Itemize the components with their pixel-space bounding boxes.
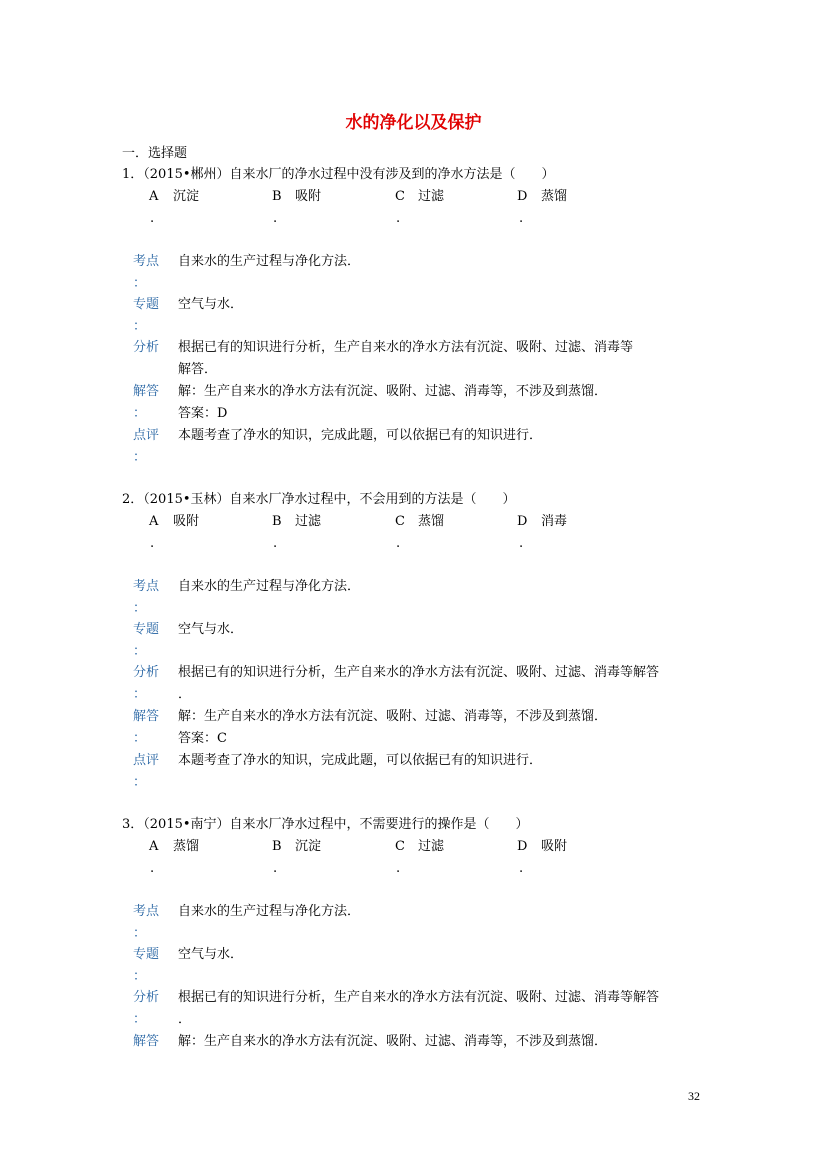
q1-dianping-label: 点评 <box>133 428 160 443</box>
q3-option-d-text: 吸附 <box>541 839 568 854</box>
q1-option-a-dot: . <box>150 211 155 226</box>
q2-jieda-line2: 答案：C <box>178 731 227 746</box>
q3-option-a-dot: . <box>150 861 155 876</box>
page-title: 水的净化以及保护 <box>345 113 482 133</box>
q3-option-c-text: 过滤 <box>418 839 445 854</box>
question-3-stem: 3．（2015•南宁）自来水厂净水过程中，不需要进行的操作是（ ） <box>122 817 529 832</box>
q2-fenxi-colon: ： <box>133 687 147 702</box>
q1-option-a-text: 沉淀 <box>173 189 200 204</box>
q1-kaodian-colon: ： <box>133 276 147 291</box>
q1-dianping-colon: ： <box>133 450 147 465</box>
q3-zhuanti-colon: ： <box>133 969 147 984</box>
q3-option-b-text: 沉淀 <box>295 839 322 854</box>
q2-jieda-line1: 解：生产自来水的净水方法有沉淀、吸附、过滤、消毒等，不涉及到蒸馏． <box>178 709 608 724</box>
q3-option-d-letter: D <box>517 839 528 854</box>
q1-jieda-line1: 解：生产自来水的净水方法有沉淀、吸附、过滤、消毒等，不涉及到蒸馏． <box>178 384 608 399</box>
q3-option-d-dot: . <box>519 861 524 876</box>
q1-option-c-text: 过滤 <box>418 189 445 204</box>
q2-jieda-label: 解答 <box>133 709 160 724</box>
q1-option-d-dot: . <box>519 211 524 226</box>
q2-option-b-text: 过滤 <box>295 514 322 529</box>
q1-zhuanti-text: 空气与水． <box>178 297 244 312</box>
q2-kaodian-label: 考点 <box>133 579 160 594</box>
q2-zhuanti-colon: ： <box>133 644 147 659</box>
q1-kaodian-label: 考点 <box>133 254 160 269</box>
section-heading: 一．选择题 <box>122 146 188 161</box>
q1-fenxi-line1: 根据已有的知识进行分析，生产自来水的净水方法有沉淀、吸附、过滤、消毒等 <box>178 340 634 355</box>
q2-option-a-letter: A <box>149 514 159 529</box>
q2-fenxi-line1: 根据已有的知识进行分析，生产自来水的净水方法有沉淀、吸附、过滤、消毒等解答 <box>178 665 660 680</box>
q3-fenxi-label: 分析 <box>133 990 160 1005</box>
q2-option-a-text: 吸附 <box>173 514 200 529</box>
q3-kaodian-label: 考点 <box>133 904 160 919</box>
q3-fenxi-colon: ： <box>133 1012 147 1027</box>
q1-option-d-text: 蒸馏 <box>541 189 568 204</box>
q3-fenxi-line2: ． <box>178 1012 192 1027</box>
q2-fenxi-line2: ． <box>178 687 192 702</box>
q2-kaodian-colon: ： <box>133 601 147 616</box>
q1-option-a-letter: A <box>149 189 159 204</box>
q1-option-d-letter: D <box>517 189 528 204</box>
q3-kaodian-text: 自来水的生产过程与净化方法． <box>178 904 361 919</box>
q2-dianping-colon: ： <box>133 775 147 790</box>
q2-dianping-label: 点评 <box>133 753 160 768</box>
question-1-stem: 1．（2015•郴州）自来水厂的净水过程中没有涉及到的净水方法是（ ） <box>122 167 555 182</box>
q2-zhuanti-text: 空气与水． <box>178 622 244 637</box>
q1-fenxi-label: 分析 <box>133 340 160 355</box>
q2-jieda-colon: ： <box>133 731 147 746</box>
q2-kaodian-text: 自来水的生产过程与净化方法． <box>178 579 361 594</box>
q1-jieda-line2: 答案：D <box>178 406 228 421</box>
q2-option-d-dot: . <box>519 536 524 551</box>
q1-option-c-letter: C <box>395 189 405 204</box>
q2-option-c-dot: . <box>396 536 401 551</box>
q3-option-b-letter: B <box>272 839 282 854</box>
q1-jieda-label: 解答 <box>133 384 160 399</box>
q3-jieda-line1: 解：生产自来水的净水方法有沉淀、吸附、过滤、消毒等，不涉及到蒸馏． <box>178 1034 608 1049</box>
q2-dianping-text: 本题考查了净水的知识，完成此题，可以依据已有的知识进行． <box>178 753 543 768</box>
q3-option-b-dot: . <box>273 861 278 876</box>
q3-option-c-letter: C <box>395 839 405 854</box>
q2-option-b-dot: . <box>273 536 278 551</box>
q1-zhuanti-colon: ： <box>133 319 147 334</box>
q2-zhuanti-label: 专题 <box>133 622 160 637</box>
q3-option-c-dot: . <box>396 861 401 876</box>
q2-option-b-letter: B <box>272 514 282 529</box>
q3-option-a-text: 蒸馏 <box>173 839 200 854</box>
q2-option-d-text: 消毒 <box>541 514 568 529</box>
q2-option-c-letter: C <box>395 514 405 529</box>
q1-dianping-text: 本题考查了净水的知识，完成此题，可以依据已有的知识进行． <box>178 428 543 443</box>
question-2-stem: 2．（2015•玉林）自来水厂净水过程中，不会用到的方法是（ ） <box>122 492 516 507</box>
q3-zhuanti-label: 专题 <box>133 947 160 962</box>
q2-option-d-letter: D <box>517 514 528 529</box>
q1-zhuanti-label: 专题 <box>133 297 160 312</box>
q1-option-c-dot: . <box>396 211 401 226</box>
q3-option-a-letter: A <box>149 839 159 854</box>
q3-zhuanti-text: 空气与水． <box>178 947 244 962</box>
q1-option-b-text: 吸附 <box>295 189 322 204</box>
q1-option-b-dot: . <box>273 211 278 226</box>
q2-option-c-text: 蒸馏 <box>418 514 445 529</box>
q3-fenxi-line1: 根据已有的知识进行分析，生产自来水的净水方法有沉淀、吸附、过滤、消毒等解答 <box>178 990 660 1005</box>
q1-jieda-colon: ： <box>133 406 147 421</box>
q1-fenxi-line2: 解答． <box>178 362 218 377</box>
q2-option-a-dot: . <box>150 536 155 551</box>
q1-kaodian-text: 自来水的生产过程与净化方法． <box>178 254 361 269</box>
q3-jieda-label: 解答 <box>133 1034 160 1049</box>
q3-kaodian-colon: ： <box>133 926 147 941</box>
q1-option-b-letter: B <box>272 189 282 204</box>
q2-fenxi-label: 分析 <box>133 665 160 680</box>
page-number: 32 <box>688 1089 700 1103</box>
